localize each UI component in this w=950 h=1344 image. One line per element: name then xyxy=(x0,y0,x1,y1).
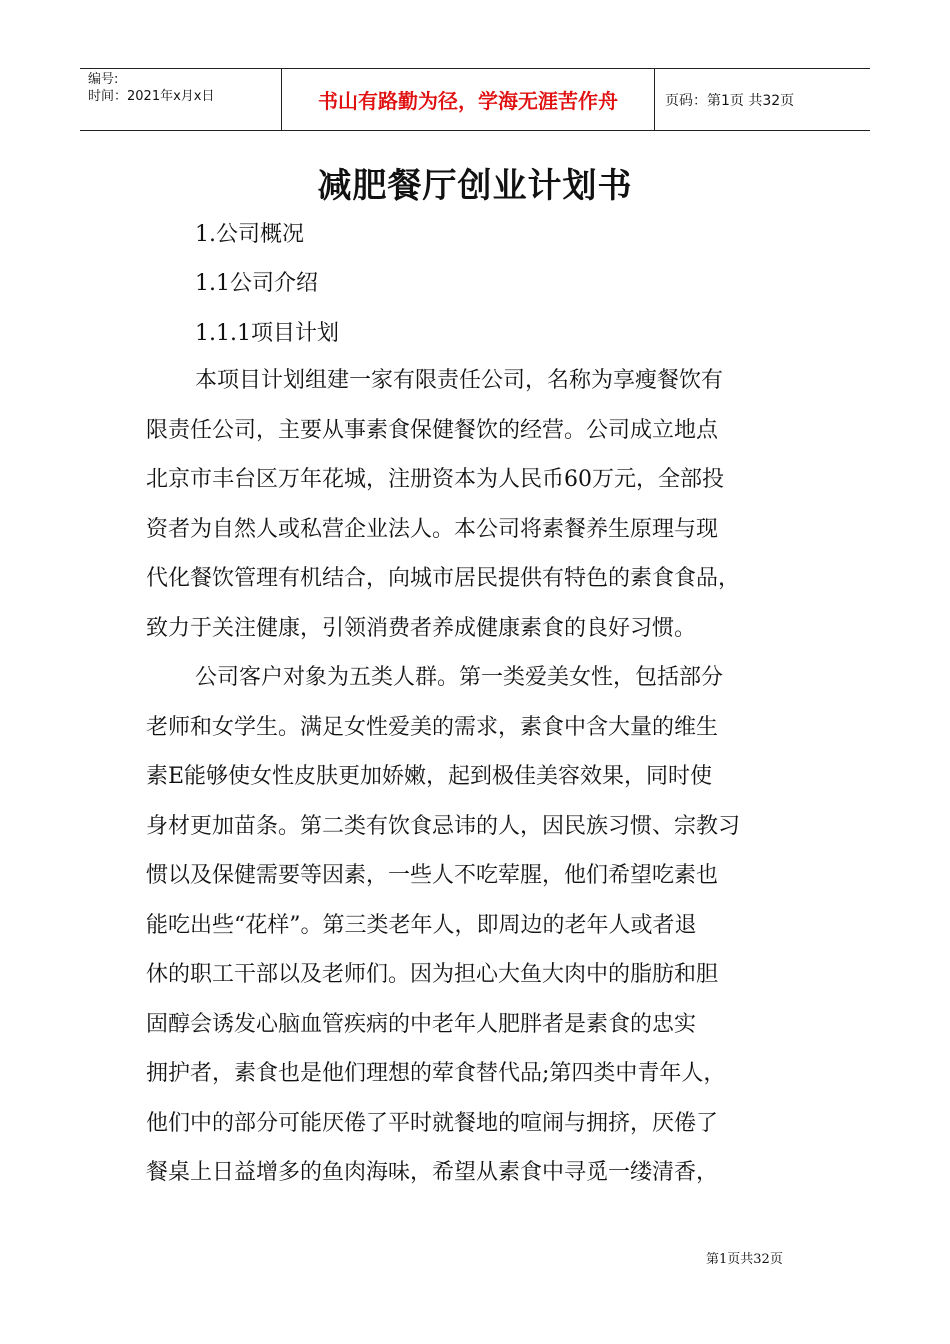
paragraph-line: 北京市丰台区万年花城，注册资本为人民币60万元，全部投 xyxy=(146,467,724,492)
paragraph-line: 代化餐饮管理有机结合，向城市居民提供有特色的素食食品， xyxy=(146,566,741,591)
paragraph-line: 资者为自然人或私营企业法人。本公司将素餐养生原理与现 xyxy=(146,516,719,542)
paragraph-customers xyxy=(146,653,826,1198)
paragraph-line: 餐桌上日益增多的鱼肉海味，希望从素食中寻觅一缕清香， xyxy=(146,1160,719,1185)
paragraph-line: 能吃出些“花样”。第三类老年人，即周边的老年人或者退 xyxy=(146,912,697,938)
paragraph-line: 拥护者，素食也是他们理想的荤食替代品;第四类中青年人， xyxy=(146,1061,726,1086)
paragraph-line: 他们中的部分可能厌倦了平时就餐地的喧闹与拥挤，厌倦了 xyxy=(146,1110,719,1136)
paragraph-line: 身材更加苗条。第二类有饮食忌讳的人，因民族习惯、宗教习 xyxy=(146,813,741,839)
heading-company-overview: 1.公司概况 xyxy=(195,222,304,247)
heading-company-intro: 1.1公司介绍 xyxy=(195,271,318,296)
paragraph-line: 致力于关注健康，引领消费者养成健康素食的良好习惯。 xyxy=(146,615,697,641)
paragraph-line: 惯以及保健需要等因素，一些人不吃荤腥，他们希望吃素也 xyxy=(146,863,719,888)
paragraph-line: 公司客户对象为五类人群。第一类爱美女性，包括部分 xyxy=(195,665,724,690)
paragraph-project xyxy=(146,356,826,653)
paragraph-line: 限责任公司，主要从事素食保健餐饮的经营。公司成立地点 xyxy=(146,417,719,443)
header-page-info: 页码：第1页 共32页 xyxy=(665,92,795,109)
paragraph-line: 固醇会诱发心脑血管疾病的中老年人肥胖者是素食的忠实 xyxy=(146,1011,697,1037)
paragraph-line: 老师和女学生。满足女性爱美的需求，素食中含大量的维生 xyxy=(146,714,719,740)
header-motto: 书山有路勤为径，学海无涯苦作舟 xyxy=(282,69,655,130)
header-meta xyxy=(80,69,282,130)
document-body xyxy=(146,356,826,1198)
heading-project-plan: 1.1.1项目计划 xyxy=(195,321,339,346)
date-label: 时间：2021年x月x日 xyxy=(88,89,215,104)
paragraph-line: 休的职工干部以及老师们。因为担心大鱼大肉中的脂肪和胆 xyxy=(146,962,719,987)
number-label: 编号: xyxy=(88,72,119,87)
paragraph-line: 素E能够使女性皮肤更加娇嫩，起到极佳美容效果，同时使 xyxy=(146,764,713,789)
page-footer: 第1页共32页 xyxy=(706,1252,783,1267)
document-header xyxy=(80,68,870,131)
paragraph-line: 本项目计划组建一家有限责任公司，名称为享瘦餐饮有 xyxy=(195,368,724,393)
document-title: 减肥餐厅创业计划书 xyxy=(317,166,633,206)
